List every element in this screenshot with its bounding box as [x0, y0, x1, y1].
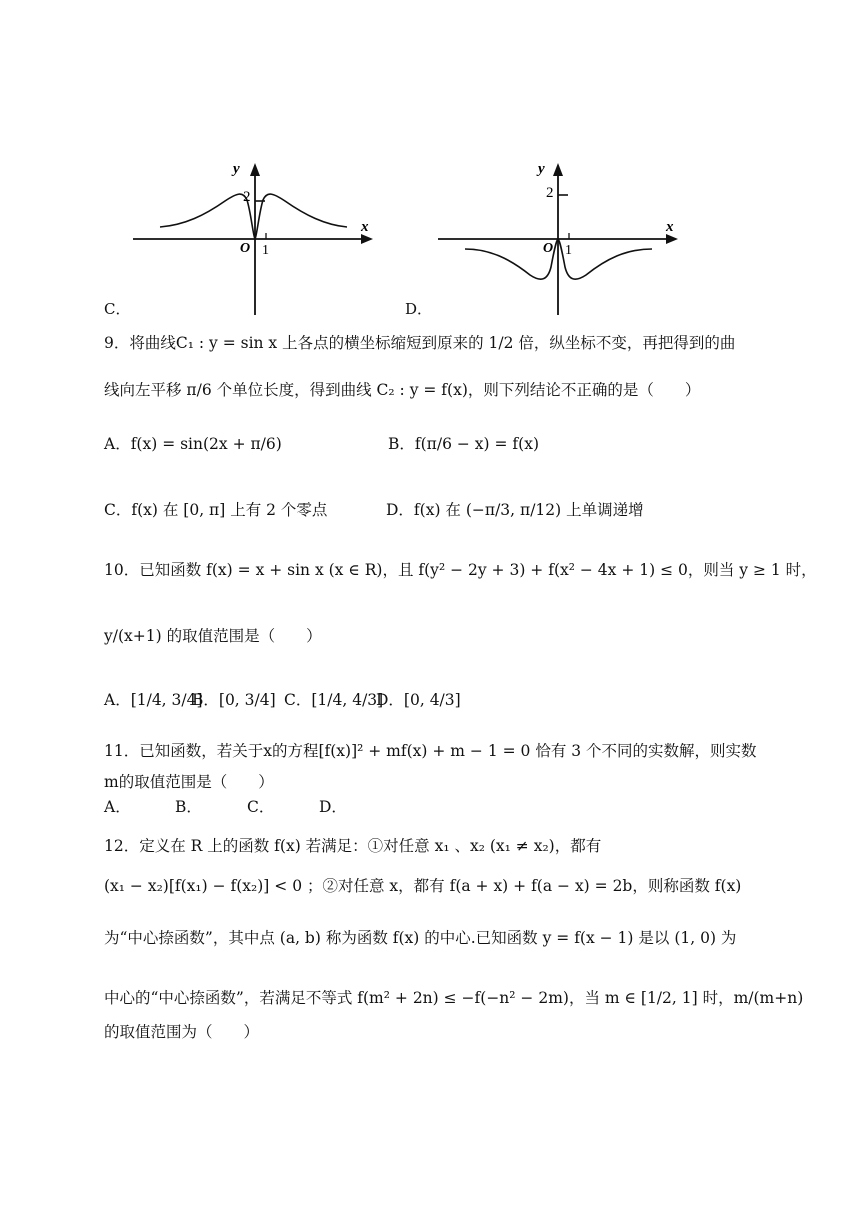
q9-option-a: A．f(x) = sin(2x + π/6): [104, 435, 282, 453]
x-axis-arrow: [666, 234, 678, 244]
option-c-label: C．: [104, 300, 131, 318]
q11-option-a: A．: [104, 798, 131, 816]
q12-line-2: (x₁ − x₂)[f(x₁) − f(x₂)] < 0 ；②对任意 x，都有 f(a + x) + f(a − x) = 2b，则称函数 f(x): [104, 877, 742, 895]
graph-c: [125, 155, 385, 320]
tick-2-label: 2: [546, 185, 554, 201]
tick-2-label: 2: [243, 189, 251, 205]
x-label: x: [361, 219, 369, 235]
origin-label: O: [240, 241, 251, 256]
q11-option-d: D．: [319, 798, 347, 816]
q9-option-d: D．f(x) 在 (−π/3, π/12) 上单调递增: [386, 501, 644, 519]
y-label: y: [538, 161, 545, 177]
q12-line-4: 中心的“中心捺函数”，若满足不等式 f(m² + 2n) ≤ −f(−n² − 2m)，当 m ∈ [1/2, 1] 时，m/(m+n): [104, 989, 804, 1007]
q11-line-2: m的取值范围是（ ）: [104, 773, 274, 791]
tick-1-label: 1: [262, 243, 269, 258]
y-label: y: [233, 161, 240, 177]
graph-d: [430, 155, 690, 320]
q10-option-c: C．[1/4, 4/3]: [284, 691, 384, 709]
q9-option-b: B．f(π/6 − x) = f(x): [388, 435, 539, 453]
option-d-label: D．: [405, 300, 433, 318]
q10-option-a: A．[1/4, 3/4]: [104, 691, 203, 709]
q10-line-2: y/(x+1) 的取值范围是（ ）: [104, 627, 322, 645]
curve-c: [160, 194, 347, 239]
q12-line-3: 为“中心捺函数”，其中点 (a, b) 称为函数 f(x) 的中心.已知函数 y = f(x − 1) 是以 (1, 0) 为: [104, 929, 737, 947]
y-axis-arrow: [553, 163, 563, 176]
x-label: x: [666, 219, 674, 235]
x-axis-arrow: [361, 234, 373, 244]
q10-line-1: 10．已知函数 f(x) = x + sin x (x ∈ R)，且 f(y² − 2y + 3) + f(x² − 4x + 1) ≤ 0，则当 y ≥ 1 时，: [104, 561, 817, 579]
q10-option-d: D．[0, 4/3]: [376, 691, 461, 709]
y-axis-arrow: [250, 163, 260, 176]
tick-1-label: 1: [565, 243, 572, 258]
q9-line-1: 9．将曲线C₁ : y = sin x 上各点的横坐标缩短到原来的 1/2 倍，纵坐标不变，再把得到的曲: [104, 334, 736, 352]
origin-label: O: [543, 241, 554, 256]
q12-line-1: 12．定义在 R 上的函数 f(x) 若满足：①对任意 x₁ 、x₂ (x₁ ≠ x₂)，都有: [104, 837, 602, 855]
q12-line-5: 的取值范围为（ ）: [104, 1023, 260, 1041]
q9-option-c: C．f(x) 在 [0, π] 上有 2 个零点: [104, 501, 328, 519]
q11-option-b: B．: [175, 798, 202, 816]
q10-option-b: B．[0, 3/4]: [192, 691, 276, 709]
q9-line-2: 线向左平移 π/6 个单位长度，得到曲线 C₂ : y = f(x)，则下列结论不正确的是（ ）: [104, 381, 701, 399]
q11-line-1: 11．已知函数，若关于x的方程[f(x)]² + mf(x) + m − 1 = 0 恰有 3 个不同的实数解，则实数: [104, 742, 757, 760]
q11-option-c: C．: [247, 798, 275, 816]
